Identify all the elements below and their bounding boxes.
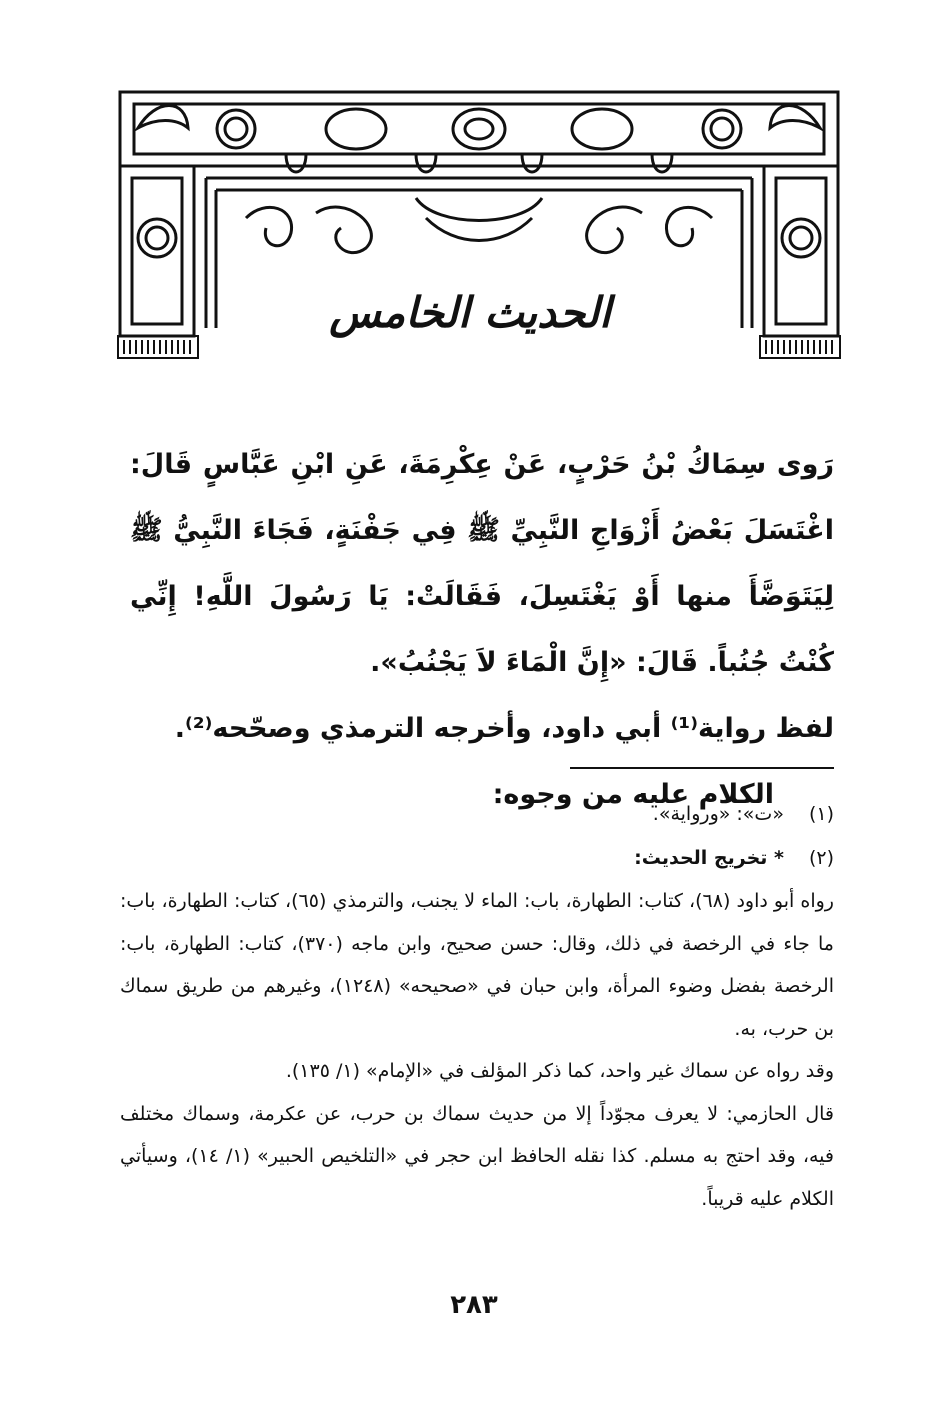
footnote-text: «ت»: «ورواية». [652, 803, 784, 825]
footnote-2 [120, 836, 834, 880]
narration-note: لفظ رواية⁽¹⁾ أبي داود، وأخرجه الترمذي وصحّحه⁽²⁾. [174, 713, 834, 744]
page-number: ٢٨٣ [450, 1290, 498, 1320]
footnote-paragraph: وقد رواه عن سماك غير واحد، كما ذكر المؤلف في «الإمام» (١/ ١٣٥). [285, 1060, 834, 1082]
footnote-number: (١) [808, 803, 834, 825]
footnote-paragraph: رواه أبو داود (٦٨)، كتاب: الطهارة، باب: الماء لا يجنب، والترمذي (٦٥)، كتاب: الطهارة، باب: ما جاء في الرخصة في ذلك، وقال: حسن صحيح، وابن ماجه (٣٧٠)، كتاب: الطهارة، باب: الرخصة بفضل وضوء المرأة، وابن حبان في «صحيحه» (١٢٤٨)، وغيرهم من طريق سماك بن حرب، به. [120, 890, 834, 1040]
footnote-number: (٢) [808, 847, 834, 869]
footnote-heading: * تخريج الحديث: [634, 847, 784, 869]
section-heading: الكلام عليه من وجوه: [492, 779, 774, 810]
chapter-title: الحديث الخامس [329, 288, 611, 337]
hadith-paragraph: رَوى سِمَاكُ بْنُ حَرْبٍ، عَنْ عِكْرِمَةَ، عَنِ ابْنِ عَبَّاسٍ قَالَ: اغْتَسَلَ بَعْضُ أَزْوَاجِ النَّبِيِّ ﷺ فِي جَفْنَةٍ، فَجَاءَ النَّبِيُّ ﷺ لِيَتَوَضَّأَ منها أَوْ يَغْتَسِلَ، فَقَالَتْ: يَا رَسُولَ اللَّهِ! إِنِّي كُنْتُ جُنُباً. قَالَ: «إِنَّ الْمَاءَ لاَ يَجْنُبُ». [130, 449, 834, 678]
footnote-divider [570, 767, 834, 769]
footnotes [120, 792, 834, 1220]
footnote-1 [120, 792, 834, 836]
footnote-paragraph: قال الحازمي: لا يعرف مجوّداً إلا من حديث سماك بن حرب، عن عكرمة، وسماك مختلف فيه، وقد احتج به مسلم. كذا نقله الحافظ ابن حجر في «التلخيص الحبير» (١/ ١٤)، وسيأتي الكلام عليه قريباً. [120, 1102, 834, 1210]
